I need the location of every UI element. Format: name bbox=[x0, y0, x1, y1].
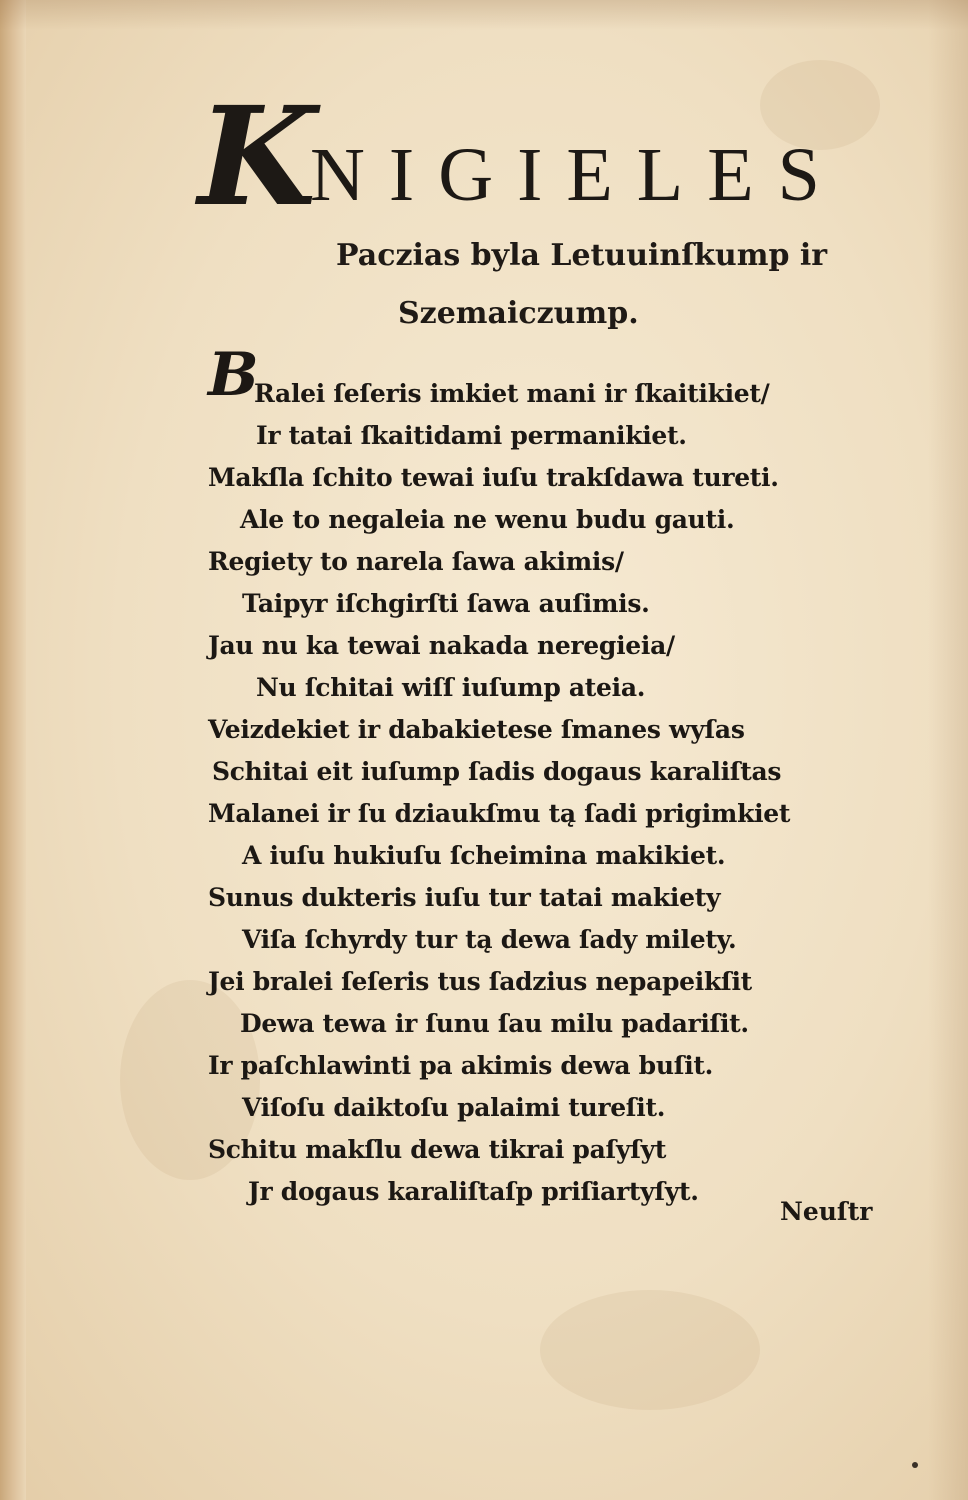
verse-line: Ralei ſeſeris imkiet mani ir ſkaitikiet/ bbox=[254, 379, 770, 408]
verse-line: A iuſu hukiuſu ſcheimina makikiet. bbox=[242, 841, 726, 870]
verse-line: Jei bralei ſeſeris tus ſadzius nepapeikſit bbox=[208, 967, 752, 996]
verse-line: Makſla ſchito tewai iuſu trakſdawa tureti. bbox=[208, 463, 779, 492]
verse-line: Veizdekiet ir dabakietese ſmanes wyſas bbox=[208, 715, 745, 744]
subtitle-line-2: Szemaiczump. bbox=[398, 296, 639, 331]
verse-line: Jau nu ka tewai nakada neregieia/ bbox=[208, 631, 675, 660]
verse-line: Ir paſchlawinti pa akimis dewa buſit. bbox=[208, 1051, 714, 1080]
verse-line: Schitu makſlu dewa tikrai paſyſyt bbox=[208, 1135, 667, 1164]
title-rest: NIGIELES bbox=[310, 133, 844, 217]
verse-line: Ale to negaleia ne wenu budu gauti. bbox=[240, 505, 735, 534]
verse-line: Dewa tewa ir ſunu ſau milu padariſit. bbox=[240, 1009, 749, 1038]
verse-line: Schitai eit iuſump ſadis dogaus karaliſtas bbox=[212, 757, 782, 786]
verse-line: Taipyr iſchgirſti ſawa auſimis. bbox=[242, 589, 650, 618]
subtitle-line-1: Paczias byla Letuuinſkump ir bbox=[336, 238, 828, 273]
ink-speck bbox=[912, 1462, 918, 1468]
verse-line: Malanei ir ſu dziaukſmu tą ſadi prigimkiet bbox=[208, 799, 791, 828]
title-initial: K bbox=[198, 77, 317, 237]
verse-line: Jr dogaus karaliſtaſp priſiartyſyt. bbox=[248, 1177, 699, 1206]
verse-line: Regiety to narela ſawa akimis/ bbox=[208, 547, 624, 576]
verse-line: Ir tatai ſkaitidami permanikiet. bbox=[256, 421, 687, 450]
verse-line: Nu ſchitai wiſſ iuſump ateia. bbox=[256, 673, 646, 702]
catchword: Neuſtr bbox=[780, 1197, 873, 1226]
verse-line: Sunus dukteris iuſu tur tatai makiety bbox=[208, 883, 721, 912]
verse-drop-initial: B bbox=[208, 340, 259, 410]
verse-line: Viſoſu daiktoſu palaimi tureſit. bbox=[242, 1093, 666, 1122]
verse-line: Viſa ſchyrdy tur tą dewa ſady milety. bbox=[242, 925, 737, 954]
